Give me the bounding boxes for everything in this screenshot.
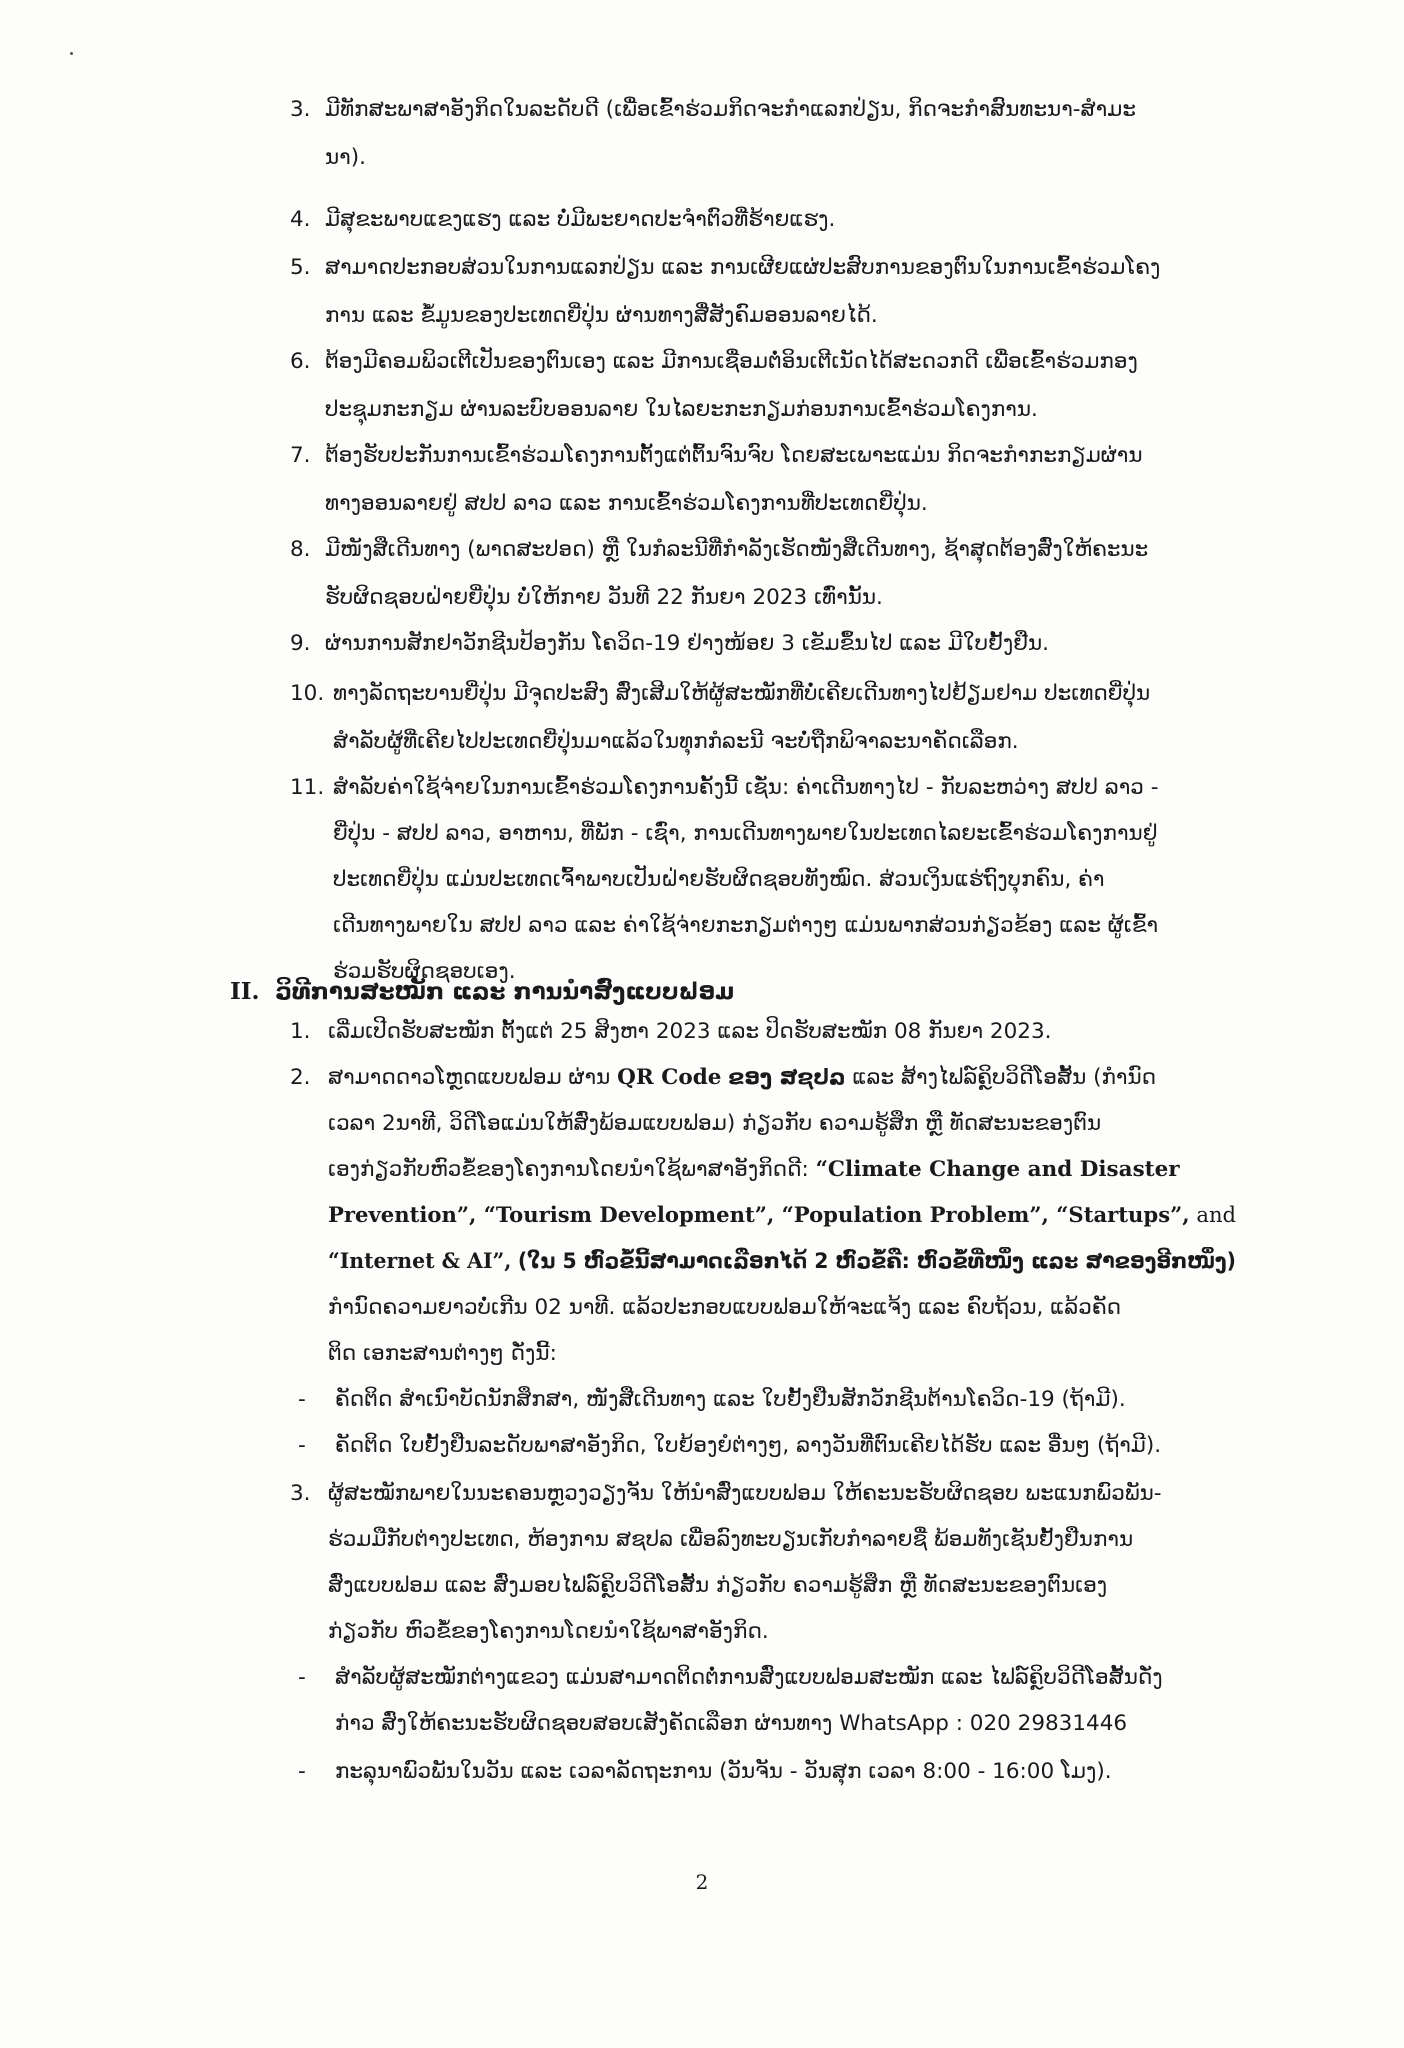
- topic-list: “Climate Change and Disaster: [815, 1157, 1180, 1182]
- list-text: ຮ່ວມມືກັບຕ່າງປະເທດ, ຫ້ອງການ ສຊປລ ເພື່ອລົງທະບຽນເກັບກຳລາຍຊື່ ພ້ອມທັງເຊັນຢັ້ງຢືນການ: [328, 1527, 1134, 1552]
- list-text: ຄັດຕິດ ໃບຢັ້ງຢືນລະດັບພາສາອັງກິດ, ໃບຍ້ອງຍໍຕ່າງໆ, ລາງວັນທີ່ຕົນເຄີຍໄດ້ຮັບ ແລະ ອື່ນໆ (ຖ້າມີ).: [335, 1433, 1162, 1458]
- text-run: ສາມາດດາວໂຫຼດແບບຟອມ ຜ່ານ: [328, 1065, 611, 1090]
- qr-code-label: QR Code: [617, 1065, 722, 1090]
- list-number: 4.: [290, 207, 311, 232]
- list-text: ຍີ່ປຸ່ນ - ສປປ ລາວ, ອາຫານ, ທີ່ພັກ - ເຊົ່າ, ການເດີນທາງພາຍໃນປະເທດໄລຍະເຂົ້າຮ່ວມໂຄງການຢູ່: [333, 821, 1158, 846]
- list-number: 1.: [290, 1019, 311, 1044]
- topic-list: Prevention”, “Tourism Development”, “Population Problem”, “Startups”,: [328, 1203, 1190, 1228]
- list-text: [328, 1194, 1236, 1238]
- list-number: 7.: [290, 443, 311, 468]
- list-text: ຜູ້ສະໝັກພາຍໃນນະຄອນຫຼວງວຽງຈັນ ໃຫ້ນຳສົ່ງແບບຟອມ ໃຫ້ຄະນະຮັບຜິດຊອບ ພະແນກພົວພັນ-: [328, 1481, 1162, 1506]
- dash-bullet: -: [298, 1433, 306, 1458]
- list-text: [335, 1702, 1127, 1746]
- list-text: ກະລຸນາພົວພັນໃນວັນ ແລະ ເວລາລັດຖະການ (ວັນຈັນ - ວັນສຸກ ເວລາ 8:00 - 16:00 ໂມງ).: [335, 1759, 1112, 1784]
- list-text: ສົ່ງແບບຟອມ ແລະ ສົ່ງມອບໄຟລ໌ຄຼິບວິດີໂອສັ້ນ ກ່ຽວກັບ ຄວາມຮູ້ສຶກ ຫຼື ທັດສະນະຂອງຕົນເອງ: [328, 1573, 1108, 1598]
- list-text: ປະເທດຍີ່ປຸ່ນ ແມ່ນປະເທດເຈົ້າພາບເປັນຝ່າຍຮັບຜິດຊອບທັງໝົດ. ສ່ວນເງິນແຮ່ຖົງບຸກຄົນ, ຄ່າ: [333, 867, 1105, 892]
- list-text: ຮັບຜິດຊອບຝ່າຍຍີ່ປຸ່ນ ບໍ່ໃຫ້ກາຍ ວັນທີ 22 ກັນຍາ 2023 ເທົ່ານັ້ນ.: [325, 585, 883, 610]
- text-run: and: [1196, 1203, 1237, 1228]
- list-text: ຄັດຕິດ ສຳເນົາບັດນັກສຶກສາ, ໜັງສືເດີນທາງ ແລະ ໃບຢັ້ງຢືນສັກວັກຊີນຕ້ານໂຄວິດ-19 (ຖ້າມີ).: [335, 1387, 1126, 1412]
- section-heading: [230, 972, 734, 1012]
- list-text: ຮ່ວມຮັບຜິດຊອບເອງ.: [333, 959, 516, 984]
- list-number: 11.: [290, 775, 325, 800]
- list-text: ການ ແລະ ຂໍ້ມູນຂອງປະເທດຍີ່ປຸ່ນ ຜ່ານທາງສື່ສັງຄົມອອນລາຍໄດ້.: [325, 303, 878, 328]
- list-text: [328, 1148, 1180, 1192]
- dash-bullet: -: [298, 1665, 306, 1690]
- org-name: ຂອງ ສຊປລ: [728, 1065, 846, 1090]
- list-text: ມີໜັງສືເດີນທາງ (ພາດສະປອດ) ຫຼື ໃນກໍລະນີທີ່ກຳລັງເຮັດໜັງສືເດີນທາງ, ຊ້າສຸດຕ້ອງສົ່ງໃຫ້ຄະນະ: [325, 537, 1149, 562]
- list-text: ເວລາ 2ນາທີ, ວິດີໂອແມ່ນໃຫ້ສົ່ງພ້ອມແບບຟອມ) ກ່ຽວກັບ ຄວາມຮູ້ສຶກ ຫຼື ທັດສະນະຂອງຕົນ: [328, 1111, 1102, 1136]
- list-text: ເລີ່ມເປີດຮັບສະໝັກ ຕັ້ງແຕ່ 25 ສິງຫາ 2023 ແລະ ປິດຮັບສະໝັກ 08 ກັນຍາ 2023.: [328, 1019, 1052, 1044]
- list-text: ທາງລັດຖະບານຍີ່ປຸ່ນ ມີຈຸດປະສົງ ສົ່ງເສີມໃຫ້ຜູ້ສະໝັກທີ່ບໍ່ເຄີຍເດີນທາງໄປຢ້ຽມຢາມ ປະເທດຍີ່ປຸ່ນ: [333, 681, 1151, 706]
- dash-bullet: -: [298, 1387, 306, 1412]
- list-text: ສຳລັບຜູ້ທີ່ເຄີຍໄປປະເທດຍີ່ປຸ່ນມາແລ້ວໃນທຸກກໍລະນີ ຈະບໍ່ຖືກພິຈາລະນາຄັດເລືອກ.: [333, 729, 1019, 754]
- list-number: 8.: [290, 537, 311, 562]
- whatsapp-contact: WhatsApp : 020 29831446: [839, 1711, 1128, 1736]
- list-text: ຕ້ອງມີຄອມພິວເຕີເປັນຂອງຕົນເອງ ແລະ ມີການເຊື່ອມຕໍ່ອິນເຕີເນັດໄດ້ສະດວກດີ ເພື່ອເຂົ້າຮ່ວມກອງ: [325, 349, 1138, 374]
- section-number: II.: [230, 978, 260, 1005]
- list-number: 9.: [290, 631, 311, 656]
- list-text: ກຳນົດຄວາມຍາວບໍ່ເກີນ 02 ນາທີ. ແລ້ວປະກອບແບບຟອມໃຫ້ຈະແຈ້ງ ແລະ ຄົບຖ້ວນ, ແລ້ວຄັດ: [328, 1295, 1122, 1320]
- list-text: ສຳລັບຄ່າໃຊ້ຈ່າຍໃນການເຂົ້າຮ່ວມໂຄງການຄັ້ງນີ້ ເຊັ່ນ: ຄ່າເດີນທາງໄປ - ກັບລະຫວ່າງ ສປປ ລາວ -: [333, 775, 1159, 800]
- text-run: ເອງກ່ຽວກັບຫົວຂໍ້ຂອງໂຄງການໂດຍນຳໃຊ້ພາສາອັງກິດດີ:: [328, 1157, 809, 1182]
- list-text: [328, 1056, 1156, 1100]
- text-run: ແລະ ສ້າງໄຟລ໌ຄຼິບວິດີໂອສັ້ນ (ກຳນົດ: [852, 1065, 1157, 1090]
- list-text: [328, 1240, 1236, 1284]
- list-number: 10.: [290, 681, 325, 706]
- page-number: 2: [695, 1870, 709, 1894]
- list-number: 3.: [290, 1481, 311, 1506]
- list-text: ທາງອອນລາຍຢູ່ ສປປ ລາວ ແລະ ການເຂົ້າຮ່ວມໂຄງການທີ່ປະເທດຍີ່ປຸ່ນ.: [325, 491, 928, 516]
- list-text: ຕິດ ເອກະສານຕ່າງໆ ດັ່ງນີ້:: [328, 1341, 557, 1366]
- list-text: ສຳລັບຜູ້ສະໝັກຕ່າງແຂວງ ແມ່ນສາມາດຕິດຕໍ່ການສົ່ງແບບຟອມສະໝັກ ແລະ ໄຟລ໌ຄຼິບວິດີໂອສັ້ນດັ່ງ: [335, 1665, 1163, 1690]
- list-number: 2.: [290, 1065, 311, 1090]
- list-text: ປະຊຸມກະກຽມ ຜ່ານລະບົບອອນລາຍ ໃນໄລຍະກະກຽມກ່ອນການເຂົ້າຮ່ວມໂຄງການ.: [325, 397, 1038, 422]
- list-number: 6.: [290, 349, 311, 374]
- list-text: ຜ່ານການສັກຢາວັກຊີນປ້ອງກັນ ໂຄວິດ-19 ຢ່າງໜ້ອຍ 3 ເຂັມຂຶ້ນໄປ ແລະ ມີໃບຢັ້ງຢືນ.: [325, 631, 1050, 656]
- list-text: ມີສຸຂະພາບແຂງແຮງ ແລະ ບໍ່ມີພະຍາດປະຈຳຕົວທີ່ຮ້າຍແຮງ.: [325, 207, 836, 232]
- list-text: ນາ).: [325, 145, 366, 170]
- text-run: ກ່າວ ສົ່ງໃຫ້ຄະນະຮັບຜິດຊອບສອບເສັງຄັດເລືອກ ຜ່ານທາງ: [335, 1711, 833, 1736]
- list-text: ກ່ຽວກັບ ຫົວຂໍ້ຂອງໂຄງການໂດຍນຳໃຊ້ພາສາອັງກິດ.: [328, 1619, 769, 1644]
- list-number: 3.: [290, 97, 311, 122]
- dash-bullet: -: [298, 1759, 306, 1784]
- topic-note: (ໃນ 5 ຫົວຂໍ້ນີ້ສາມາດເລືອກໄດ້ 2 ຫົວຂໍ້ຄື: ຫົວຂໍ້ທີ່ໜຶ່ງ ແລະ ສາຂອງອີກໜຶ່ງ): [517, 1249, 1236, 1274]
- list-number: 5.: [290, 255, 311, 280]
- section-title: ວິທີການສະໝັກ ແລະ ການນຳສົ່ງແບບຟອມ: [275, 979, 735, 1005]
- list-text: ຕ້ອງຮັບປະກັນການເຂົ້າຮ່ວມໂຄງການຕັ້ງແຕ່ຕົ້ນຈົນຈົບ ໂດຍສະເພາະແມ່ນ ກິດຈະກຳກະກຽມຜ່ານ: [325, 443, 1143, 468]
- list-text: ມີທັກສະພາສາອັງກິດໃນລະດັບດີ (ເພື່ອເຂົ້າຮ່ວມກິດຈະກຳແລກປ່ຽນ, ກິດຈະກຳສົນທະນາ-ສຳມະ: [325, 97, 1136, 122]
- list-text: ສາມາດປະກອບສ່ວນໃນການແລກປ່ຽນ ແລະ ການເຜີຍແຜ່ປະສົບການຂອງຕົນໃນການເຂົ້າຮ່ວມໂຄງ: [325, 255, 1161, 280]
- list-text: ເດີນທາງພາຍໃນ ສປປ ລາວ ແລະ ຄ່າໃຊ້ຈ່າຍກະກຽມຕ່າງໆ ແມ່ນພາກສ່ວນກ່ຽວຂ້ອງ ແລະ ຜູ້ເຂົ້າ: [333, 913, 1159, 938]
- topic-list: “Internet & AI”,: [328, 1249, 512, 1274]
- scan-speck: [70, 52, 73, 55]
